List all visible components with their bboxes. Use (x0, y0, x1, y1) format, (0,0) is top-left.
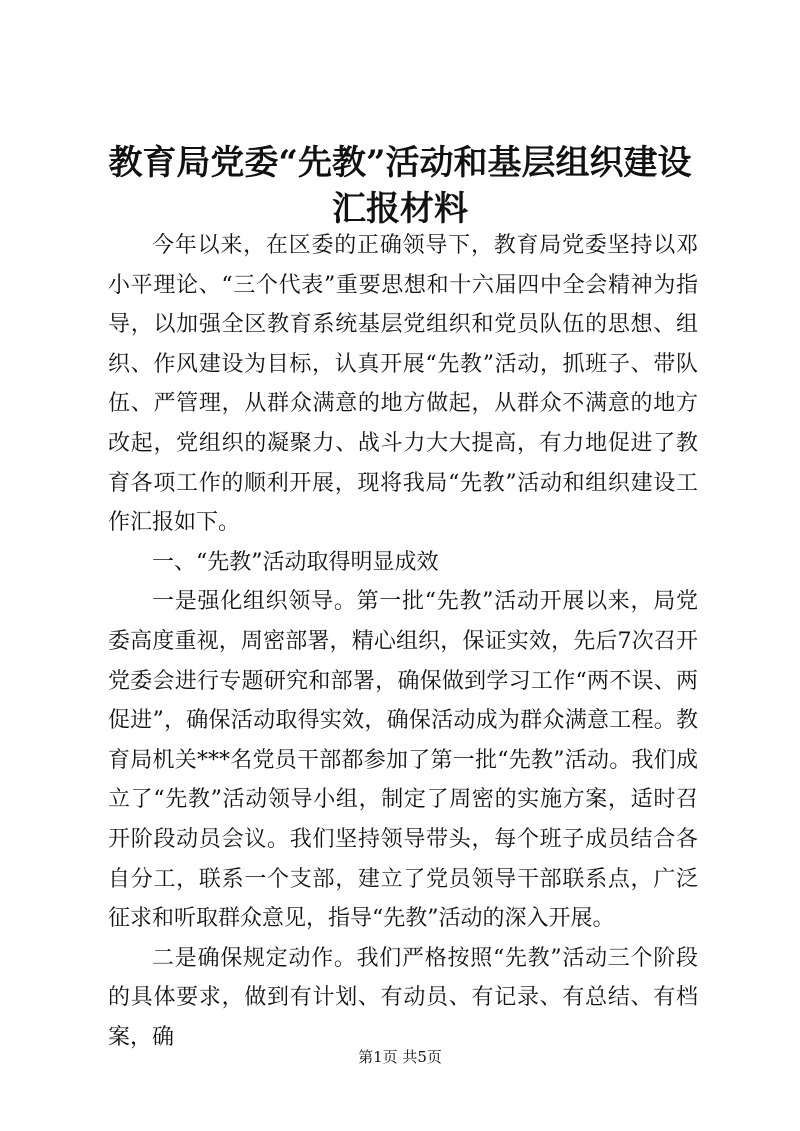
document-body (108, 226, 698, 1057)
paragraph-intro: 今年以来，在区委的正确领导下，教育局党委坚持以邓小平理论、“三个代表”重要思想和十六届四中全会精神为指导，以加强全区教育系统基层党组织和党员队伍的思想、组织、作风建设为目标，认真开展“先教”活动，抓班子、带队伍、严管理，从群众满意的地方做起，从群众不满意的地方改起，党组织的凝聚力、战斗力大大提高，有力地促进了教育各项工作的顺利开展，现将我局“先教”活动和组织建设工作汇报如下。 (108, 233, 698, 536)
paragraph-organization: 一是强化组织领导。第一批“先教”活动开展以来，局党委高度重视，周密部署，精心组织，保证实效，先后7次召开党委会进行专题研究和部署，确保做到学习工作“两不误、两促进”，确保活动取得实效，确保活动成为群众满意工程。教育局机关***名党员干部都参加了第一批“先教”活动。我们成立了“先教”活动领导小组，制定了周密的实施方案，适时召开阶段动员会议。我们坚持领导带头，每个班子成员结合各自分工，联系一个支部，建立了党员领导干部联系点，广泛征求和听取群众意见，指导“先教”活动的深入开展。 (108, 589, 698, 932)
document-title: 教育局党委“先教”活动和基层组织建设汇报材料 (108, 143, 692, 229)
paragraph-actions: 二是确保规定动作。我们严格按照“先教”活动三个阶段的具体要求，做到有计划、有动员、有记录、有总结、有档案，确 (108, 945, 698, 1050)
section-heading: 一、“先教”活动取得明显成效 (152, 549, 439, 575)
page-footer: 第1页 共5页 (358, 1048, 442, 1066)
